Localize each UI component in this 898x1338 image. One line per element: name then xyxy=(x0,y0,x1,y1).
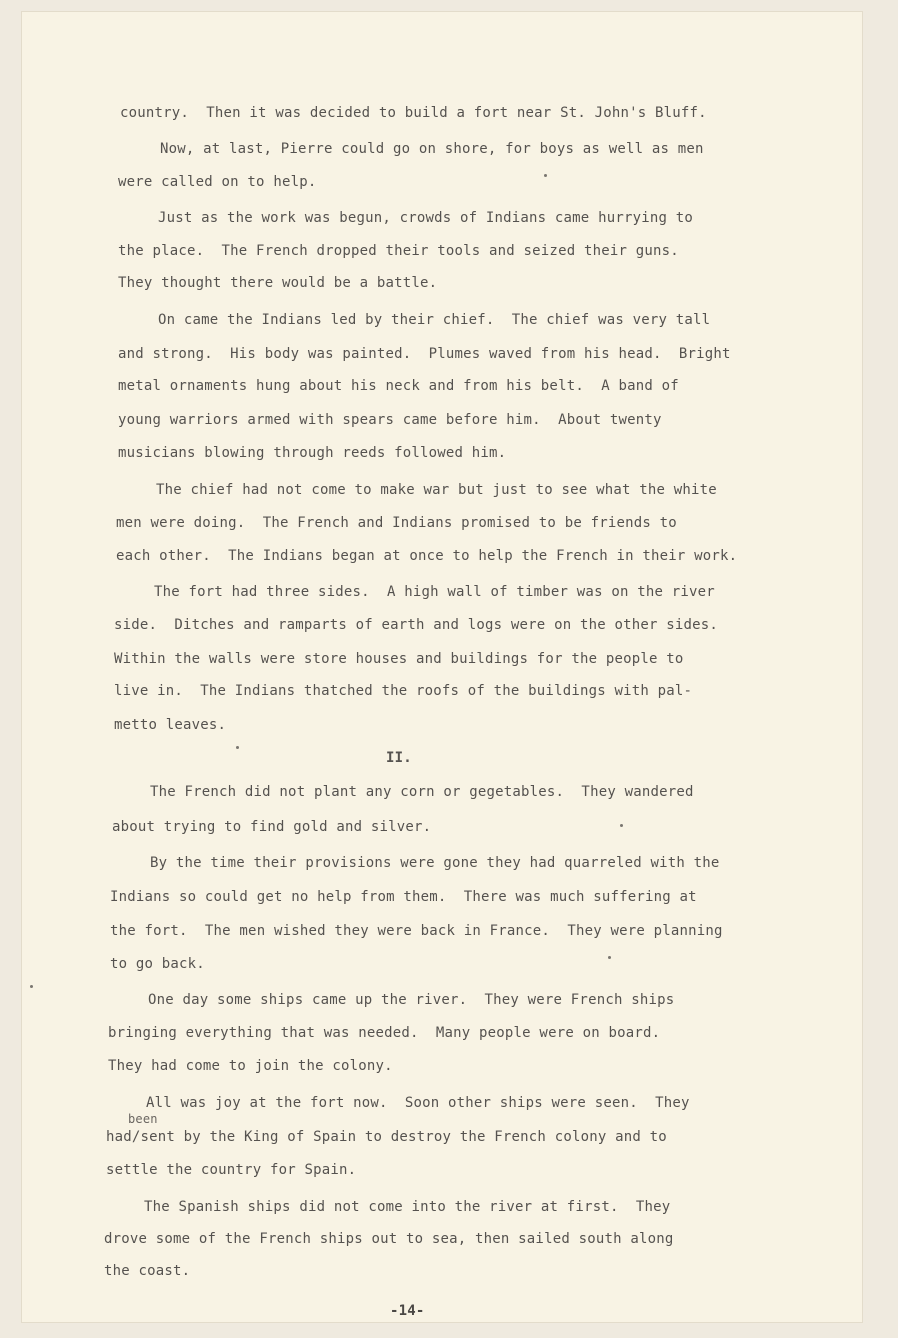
text-line: the coast. xyxy=(104,1263,191,1279)
ink-speck xyxy=(236,746,239,749)
ink-speck xyxy=(620,824,623,827)
text-line: about trying to find gold and silver. xyxy=(112,819,432,835)
text-line: metal ornaments hung about his neck and from his belt. A band of xyxy=(118,378,679,394)
text-line: Within the walls were store houses and buildings for the people to xyxy=(114,651,684,667)
text-line: Indians so could get no help from them. There was much suffering at xyxy=(110,889,697,905)
page-number: -14- xyxy=(390,1303,425,1319)
text-line: The fort had three sides. A high wall of timber was on the river xyxy=(154,584,715,600)
text-line: musicians blowing through reeds followed him. xyxy=(118,445,507,461)
text-line: country. Then it was decided to build a fort near St. John's Bluff. xyxy=(120,105,707,121)
text-line: settle the country for Spain. xyxy=(106,1162,357,1178)
text-line: live in. The Indians thatched the roofs of the buildings with pal- xyxy=(114,683,693,699)
text-line: All was joy at the fort now. Soon other ships were seen. They xyxy=(146,1095,690,1111)
text-line: Just as the work was begun, crowds of Indians came hurrying to xyxy=(158,210,693,226)
text-line: Now, at last, Pierre could go on shore, for boys as well as men xyxy=(160,141,704,157)
ink-speck xyxy=(30,985,33,988)
text-line: drove some of the French ships out to sea, then sailed south along xyxy=(104,1231,674,1247)
text-line: side. Ditches and ramparts of earth and logs were on the other sides. xyxy=(114,617,719,633)
text-line: were called on to help. xyxy=(118,174,317,190)
section-heading: II. xyxy=(386,750,412,766)
typed-page xyxy=(22,12,862,1322)
text-line: young warriors armed with spears came before him. About twenty xyxy=(118,412,662,428)
text-line: the place. The French dropped their tools and seized their guns. xyxy=(118,243,679,259)
text-line: men were doing. The French and Indians promised to be friends to xyxy=(116,515,677,531)
text-line: They thought there would be a battle. xyxy=(118,275,438,291)
text-line: each other. The Indians began at once to help the French in their work. xyxy=(116,548,738,564)
text-line: bringing everything that was needed. Many people were on board. xyxy=(108,1025,661,1041)
text-line: One day some ships came up the river. They were French ships xyxy=(148,992,675,1008)
text-line: They had come to join the colony. xyxy=(108,1058,393,1074)
text-line: had/sent by the King of Spain to destroy the French colony and to xyxy=(106,1129,667,1145)
text-line: and strong. His body was painted. Plumes waved from his head. Bright xyxy=(118,346,731,362)
text-line: The French did not plant any corn or gegetables. They wandered xyxy=(150,784,694,800)
text-line: to go back. xyxy=(110,956,205,972)
ink-speck xyxy=(544,174,547,177)
text-line: the fort. The men wished they were back in France. They were planning xyxy=(110,923,723,939)
handwritten-insertion: been xyxy=(128,1112,158,1126)
text-line: The Spanish ships did not come into the river at first. They xyxy=(144,1199,671,1215)
ink-speck xyxy=(608,956,611,959)
text-line: metto leaves. xyxy=(114,717,227,733)
text-line: By the time their provisions were gone they had quarreled with the xyxy=(150,855,720,871)
text-line: The chief had not come to make war but just to see what the white xyxy=(156,482,717,498)
text-line: On came the Indians led by their chief. The chief was very tall xyxy=(158,312,711,328)
